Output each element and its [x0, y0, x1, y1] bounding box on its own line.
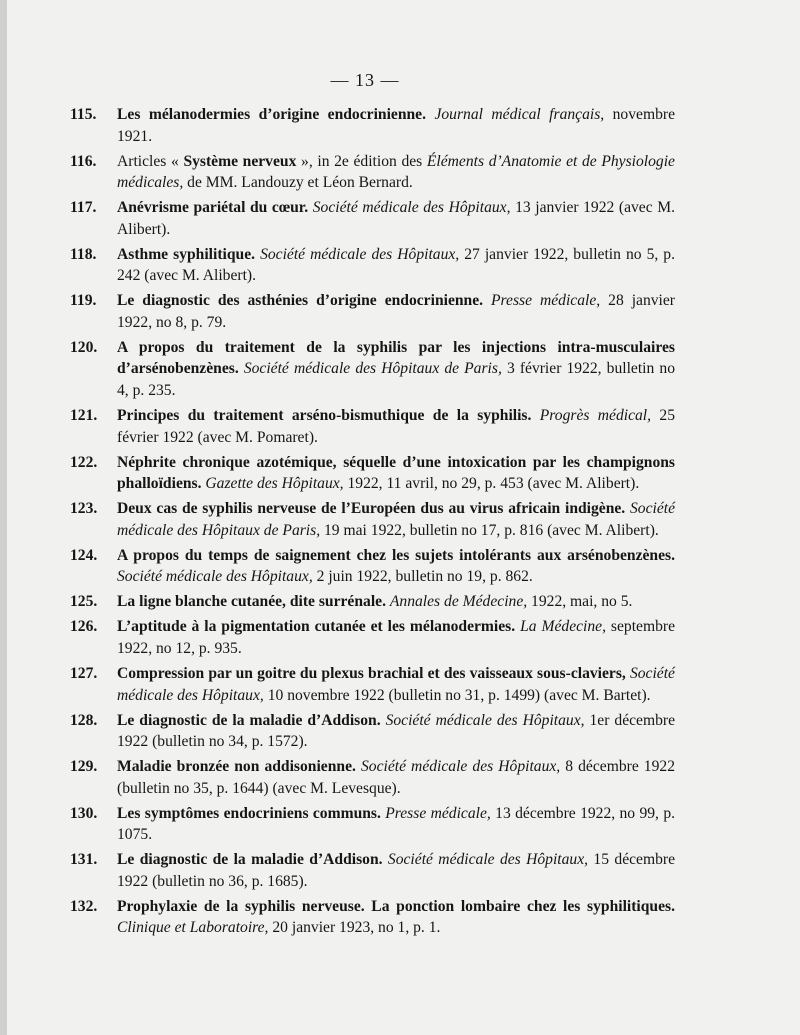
entry-details: 2 juin 1922, bulletin no 19, p. 862.: [312, 568, 533, 586]
entry-source: Société médicale des Hôpitaux de Paris,: [243, 360, 502, 378]
entry-title: Anévrisme pariétal du cœur.: [117, 199, 309, 217]
entry-title: Asthme syphilitique.: [117, 245, 256, 263]
entry-details: 20 janvier 1923, no 1, p. 1.: [268, 919, 441, 937]
entry-number: 131.: [70, 851, 98, 869]
entry-number: 118.: [70, 245, 97, 263]
entry-title: A propos du temps de saignement chez les sujets intolérants aux arsénobenzènes.: [117, 546, 675, 564]
bibliography-entry: [70, 197, 675, 240]
bibliography-entry: [70, 337, 675, 402]
bibliography-entry: [70, 151, 675, 194]
entry-title: Maladie bronzée non addisonienne.: [117, 758, 356, 776]
entry-title: Principes du traitement arséno-bismuthique de la syphilis.: [117, 407, 532, 425]
entry-details: 13 décembre 1922, no 99, p. 1075.: [117, 804, 676, 844]
bibliography-entry: [70, 244, 675, 287]
entry-source: Société médicale des Hôpitaux,: [360, 758, 561, 776]
entry-prefix: Articles «: [117, 152, 184, 170]
entry-source: Société médicale des Hôpitaux,: [260, 245, 460, 263]
entry-details: 15 décembre 1922 (bulletin no 36, p. 1685).: [117, 851, 675, 890]
entry-source: Société médicale des Hôpitaux,: [387, 851, 589, 869]
entry-number: 128.: [70, 711, 98, 729]
entry-number: 115.: [70, 106, 97, 123]
entry-source: Société médicale des Hôpitaux,: [312, 199, 511, 217]
entry-title: A propos du traitement de la syphilis par les injections intra-musculaires d’arsénobenzènes.: [117, 338, 675, 378]
entry-source: Société médicale des Hôpitaux,: [117, 568, 313, 586]
entry-source: Clinique et Laboratoire,: [117, 919, 269, 937]
entry-details: de MM. Landouzy et Léon Bernard.: [183, 174, 413, 192]
bibliography-entry: [70, 498, 675, 541]
bibliography-entry: [70, 405, 675, 448]
entry-number: 116.: [70, 152, 97, 170]
entry-title: Prophylaxie de la syphilis nerveuse. La ponction lombaire chez les syphilitiques.: [117, 897, 675, 915]
entry-details: 8 décembre 1922 (bulletin no 35, p. 1644) (avec M. Levesque).: [117, 758, 675, 797]
entry-details: septembre 1922, no 12, p. 935.: [117, 618, 676, 657]
bibliography-entry: [70, 803, 675, 846]
page-edge: [0, 0, 7, 1035]
bibliography-entry: [70, 616, 675, 659]
bibliography-entry: [70, 756, 675, 799]
entry-number: 130.: [70, 804, 98, 822]
page-number: — 13 —: [330, 70, 400, 90]
entry-number: 121.: [70, 407, 98, 425]
entry-title: Système nerveux: [183, 152, 297, 170]
entry-details: 28 janvier 1922, no 8, p. 79.: [117, 292, 675, 331]
entry-number: 126.: [70, 618, 98, 636]
entry-details: 1er décembre 1922 (bulletin no 34, p. 1572).: [117, 711, 675, 751]
entry-number: 129.: [70, 758, 98, 776]
entry-source: Société médicale des Hôpitaux,: [385, 711, 585, 729]
entry-source: Presse médicale,: [385, 804, 491, 822]
entry-details: 25 février 1922 (avec M. Pomaret).: [117, 407, 675, 446]
entry-details: novembre 1921.: [117, 106, 675, 145]
bibliography-entry: [70, 896, 675, 939]
entry-number: 117.: [70, 199, 97, 217]
entry-number: 119.: [70, 292, 97, 310]
bibliography-entry: [70, 591, 675, 613]
entry-number: 132.: [70, 897, 98, 915]
entry-source: Journal médical français,: [434, 106, 605, 123]
entry-title: Néphrite chronique azotémique, séquelle d’une intoxication par les champignons phalloïdiens.: [117, 453, 675, 493]
entry-title: Deux cas de syphilis nerveuse de l’Européen dus au virus africain indigène.: [117, 500, 626, 518]
entry-source: Progrès médical,: [539, 407, 652, 425]
bibliography-list: [70, 104, 675, 942]
entry-source: Annales de Médecine,: [389, 593, 528, 611]
bibliography-entry: [70, 290, 675, 333]
entry-title: Les symptômes endocriniens communs.: [117, 804, 381, 822]
entry-title: Le diagnostic des asthénies d’origine endocrinienne.: [117, 292, 484, 310]
entry-title: Le diagnostic de la maladie d’Addison.: [117, 851, 383, 869]
entry-source: La Médecine,: [520, 618, 606, 636]
bibliography-entry: [70, 663, 675, 706]
entry-source: Gazette des Hôpitaux,: [205, 475, 344, 493]
bibliography-entry: [70, 710, 675, 753]
entry-source: Société médicale des Hôpitaux,: [117, 664, 675, 704]
entry-number: 122.: [70, 453, 98, 471]
entry-details: 3 février 1922, bulletin no 4, p. 235.: [117, 360, 675, 400]
bibliography-entry: [70, 452, 675, 495]
entry-details: 1922, 11 avril, no 29, p. 453 (avec M. Alibert).: [343, 475, 640, 493]
entry-number: 125.: [70, 593, 98, 611]
entry-source: Éléments d’Anatomie et de Physiologie médicales,: [117, 152, 675, 192]
entry-title: Compression par un goitre du plexus brachial et des vaisseaux sous-claviers,: [117, 664, 626, 682]
entry-details: 27 janvier 1922, bulletin no 5, p. 242 (avec M. Alibert).: [117, 245, 676, 285]
entry-source: Presse médicale,: [491, 292, 601, 310]
entry-details: 19 mai 1922, bulletin no 17, p. 816 (avec M. Alibert).: [320, 521, 659, 539]
entry-number: 123.: [70, 500, 98, 518]
entry-details: 13 janvier 1922 (avec M. Alibert).: [117, 199, 675, 238]
entry-title: La ligne blanche cutanée, dite surrénale.: [117, 593, 386, 611]
entry-title: Les mélanodermies d’origine endocrinienne.: [117, 106, 426, 123]
bibliography-entry: [70, 545, 675, 588]
entry-details: 10 novembre 1922 (bulletin no 31, p. 1499) (avec M. Bartet).: [263, 686, 651, 704]
entry-number: 120.: [70, 338, 98, 356]
entry-title: L’aptitude à la pigmentation cutanée et les mélanodermies.: [117, 618, 516, 636]
entry-connector: », in 2e édition des: [296, 152, 427, 170]
entry-number: 124.: [70, 546, 98, 564]
entry-number: 127.: [70, 664, 98, 682]
entry-details: 1922, mai, no 5.: [527, 593, 633, 611]
entry-source: Société médicale des Hôpitaux de Paris,: [117, 500, 675, 539]
bibliography-entry: [70, 104, 675, 147]
bibliography-entry: [70, 849, 675, 892]
entry-title: Le diagnostic de la maladie d’Addison.: [117, 711, 381, 729]
